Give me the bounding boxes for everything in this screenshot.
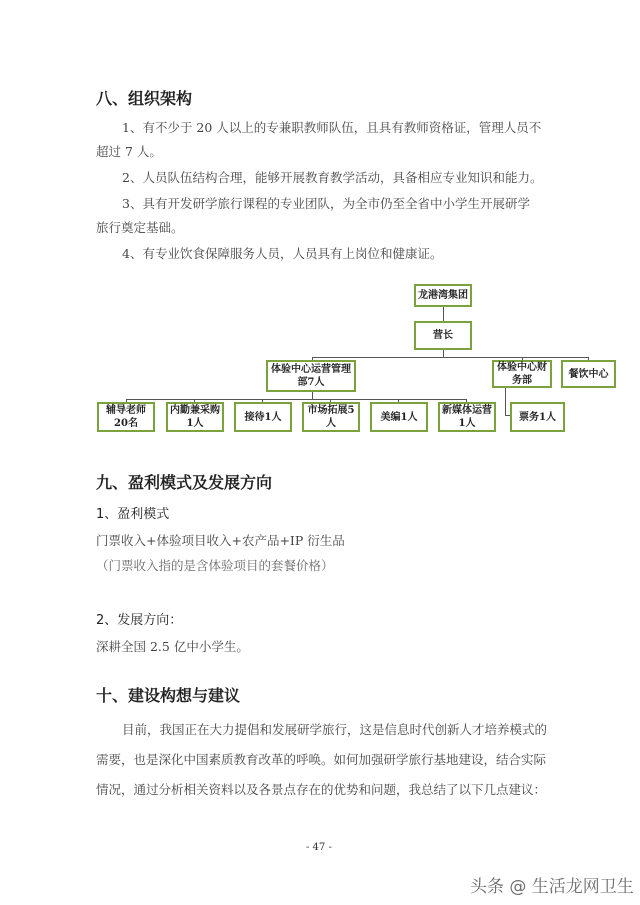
section-10-title: 十、建设构想与建议 (96, 686, 241, 705)
development-line: 深耕全国 2.5 亿中小学生。 (96, 639, 249, 654)
section-10-line-1: 目前，我国正在大力提倡和发展研学旅行，这是信息时代创新人才培养模式的 (122, 722, 548, 737)
section-10-line-2: 需要，也是深化中国素质教育改革的呼唤。如何加强研学旅行基地建设，结合实际 (96, 752, 547, 767)
profit-model-line-1: 门票收入+体验项目收入+农产品+IP 衍生品 (96, 533, 345, 548)
connector-root-to-level2 (443, 306, 444, 322)
org-dept-operations-box: 体验中心运营管理部7人 (266, 360, 356, 392)
org-root-box: 龙港湾集团 (414, 284, 472, 307)
subsection-profit-model: 1、盈利模式 (96, 507, 170, 522)
org-child-reception: 接待1人 (234, 402, 292, 432)
paragraph-3-line-1: 3、具有开发研学旅行课程的专业团队，为全市仍至全省中小学生开展研学 (122, 196, 530, 211)
paragraph-1-line-1: 1、有不少于 20 人以上的专兼职教师队伍，且具有教师资格证，管理人员不 (122, 120, 542, 135)
connector-departments-bar (312, 357, 589, 358)
section-8-title: 八、组织架构 (96, 89, 193, 108)
paragraph-2: 2、人员队伍结构合理，能够开展教育教学活动，具备相应专业知识和能力。 (122, 170, 543, 185)
watermark: 头条 @ 生活龙网卫生 (470, 877, 634, 897)
org-child-procurement: 内勤兼采购1人 (166, 402, 224, 432)
connector-dept-left-down (312, 391, 313, 399)
org-child-new-media: 新媒体运营1人 (438, 402, 496, 432)
profit-model-line-2: （门票收入指的是含体验项目的套餐价格） (96, 558, 334, 573)
org-child-marketing: 市场拓展5人 (302, 402, 360, 432)
paragraph-1-line-2: 超过 7 人。 (96, 144, 162, 159)
connector-left-children-bar (126, 399, 467, 400)
connector-dept-right-down (505, 387, 506, 415)
org-dept-catering-box: 餐饮中心 (561, 360, 616, 388)
org-child-tutors: 辅导老师20名 (97, 402, 155, 432)
section-9-title: 九、盈利模式及发展方向 (96, 473, 273, 492)
paragraph-3-line-2: 旅行奠定基础。 (96, 220, 184, 235)
org-child-designer: 美编1人 (370, 402, 428, 432)
connector-level2-down (443, 349, 444, 357)
org-camp-leader-box: 营长 (414, 321, 472, 350)
org-child-ticketing: 票务1人 (510, 402, 565, 432)
paragraph-4: 4、有专业饮食保障服务人员，人员具有上岗位和健康证。 (122, 246, 443, 261)
org-dept-finance-box: 体验中心财务部 (492, 360, 552, 388)
section-10-line-3: 情况，通过分析相关资料以及各景点存在的优势和问题，我总结了以下几点建议： (96, 782, 547, 797)
page-number: - 47 - (306, 842, 332, 853)
subsection-development: 2、发展方向： (96, 613, 183, 628)
